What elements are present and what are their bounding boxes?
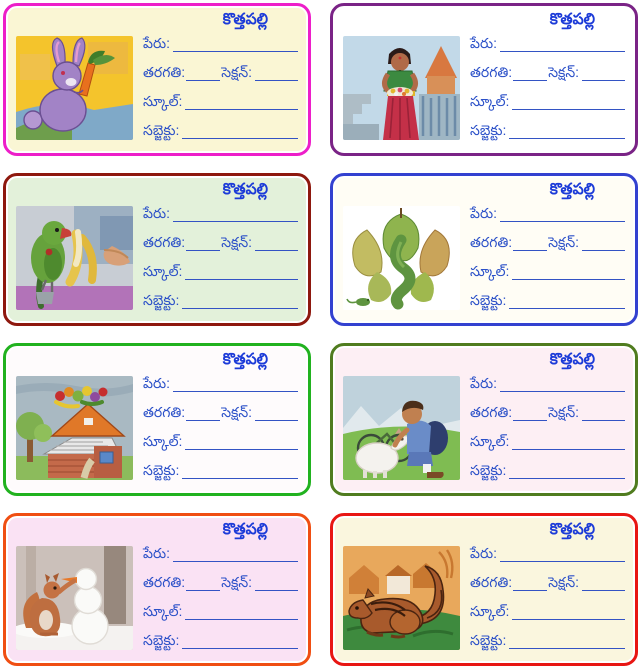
class-section-field <box>143 403 298 421</box>
card-content <box>333 516 635 663</box>
school-field <box>143 262 298 280</box>
name-label-card <box>3 173 311 326</box>
class-section-field <box>470 63 625 81</box>
card-content <box>333 6 635 153</box>
class-section-field <box>470 573 625 591</box>
name-label: పేరు: <box>470 374 497 391</box>
parrot-banana-image <box>16 206 133 310</box>
section-label: సెక్షన్: <box>548 63 580 80</box>
subject-label: సబ్జెక్టు: <box>143 632 180 649</box>
school-label: స్కూల్: <box>470 93 510 110</box>
card-body <box>16 200 298 315</box>
class-section-field <box>143 63 298 81</box>
school-blank-line <box>185 94 298 110</box>
name-label: పేరు: <box>470 204 497 221</box>
subject-blank-line <box>509 293 625 309</box>
card-body <box>16 30 298 145</box>
subject-label: సబ్జెక్టు: <box>470 122 507 139</box>
card-title: కొత్తపల్లి <box>222 11 268 28</box>
subject-field <box>470 631 625 649</box>
squirrel-snowman-illustration <box>16 546 133 650</box>
name-blank-line <box>173 206 298 222</box>
subject-field <box>470 121 625 139</box>
class-label: తరగతి: <box>470 573 513 590</box>
name-blank-line <box>173 36 298 52</box>
striped-squirrel-illustration <box>343 546 460 650</box>
subject-field <box>143 461 298 479</box>
section-label: సెక్షన్: <box>221 63 253 80</box>
school-blank-line <box>512 604 625 620</box>
leaf-ganesha-illustration <box>343 206 460 310</box>
card-fields <box>470 204 625 312</box>
subject-blank-line <box>182 293 298 309</box>
subject-blank-line <box>182 463 298 479</box>
school-label: స్కూల్: <box>143 93 183 110</box>
subject-field <box>143 291 298 309</box>
name-label-card <box>3 3 311 156</box>
name-field <box>470 204 625 222</box>
subject-blank-line <box>182 123 298 139</box>
class-blank-line <box>186 575 220 591</box>
subject-label: సబ్జెక్టు: <box>143 292 180 309</box>
school-blank-line <box>185 604 298 620</box>
section-blank-line <box>582 575 625 591</box>
section-label: సెక్షన్: <box>221 573 253 590</box>
school-blank-line <box>185 434 298 450</box>
card-fields <box>143 544 298 652</box>
subject-label: సబ్జెక్టు: <box>470 292 507 309</box>
school-field <box>143 432 298 450</box>
class-section-field <box>470 403 625 421</box>
school-blank-line <box>512 264 625 280</box>
name-field <box>470 544 625 562</box>
card-fields <box>470 34 625 142</box>
rabbit-carrot-image <box>16 36 133 140</box>
section-blank-line <box>255 65 298 81</box>
section-blank-line <box>582 405 625 421</box>
subject-blank-line <box>509 633 625 649</box>
name-label-card <box>330 173 638 326</box>
class-blank-line <box>513 405 547 421</box>
name-blank-line <box>173 546 298 562</box>
fruit-house-image <box>16 376 133 480</box>
section-label: సెక్షన్: <box>221 403 253 420</box>
name-blank-line <box>500 376 625 392</box>
section-label: సెక్షన్: <box>548 403 580 420</box>
card-fields <box>143 374 298 482</box>
card-title: కొత్తపల్లి <box>549 521 595 538</box>
class-blank-line <box>513 235 547 251</box>
card-body <box>343 30 625 145</box>
class-label: తరగతి: <box>143 403 186 420</box>
card-body <box>16 370 298 485</box>
subject-field <box>143 121 298 139</box>
section-blank-line <box>255 405 298 421</box>
school-field <box>470 262 625 280</box>
subject-label: సబ్జెక్టు: <box>470 462 507 479</box>
class-label: తరగతి: <box>143 233 186 250</box>
subject-label: సబ్జెక్టు: <box>143 122 180 139</box>
class-label: తరగతి: <box>143 63 186 80</box>
name-label: పేరు: <box>143 544 170 561</box>
card-body <box>343 370 625 485</box>
rabbit-carrot-illustration <box>16 36 133 140</box>
section-blank-line <box>582 65 625 81</box>
fruit-house-illustration <box>16 376 133 480</box>
class-blank-line <box>186 65 220 81</box>
card-title: కొత్తపల్లి <box>222 181 268 198</box>
name-label-card <box>3 343 311 496</box>
class-section-field <box>470 233 625 251</box>
name-label: పేరు: <box>143 34 170 51</box>
section-blank-line <box>255 235 298 251</box>
parrot-banana-illustration <box>16 206 133 310</box>
class-label: తరగతి: <box>143 573 186 590</box>
school-label: స్కూల్: <box>470 433 510 450</box>
name-field <box>470 374 625 392</box>
class-label: తరగతి: <box>470 403 513 420</box>
section-label: సెక్షన్: <box>548 233 580 250</box>
name-label-card <box>330 3 638 156</box>
section-blank-line <box>255 575 298 591</box>
class-label: తరగతి: <box>470 233 513 250</box>
card-body <box>16 540 298 655</box>
name-field <box>470 34 625 52</box>
name-blank-line <box>500 206 625 222</box>
name-label: పేరు: <box>470 34 497 51</box>
section-blank-line <box>582 235 625 251</box>
card-fields <box>470 544 625 652</box>
card-title: కొత్తపల్లి <box>549 181 595 198</box>
boy-goat-illustration <box>343 376 460 480</box>
card-title: కొత్తపల్లి <box>549 11 595 28</box>
school-blank-line <box>512 434 625 450</box>
card-title: కొత్తపల్లి <box>549 351 595 368</box>
school-field <box>470 92 625 110</box>
name-label-card <box>330 343 638 496</box>
section-label: సెక్షన్: <box>548 573 580 590</box>
squirrel-snowman-image <box>16 546 133 650</box>
name-label: పేరు: <box>143 374 170 391</box>
school-label: స్కూల్: <box>143 433 183 450</box>
school-field <box>143 92 298 110</box>
card-fields <box>143 204 298 312</box>
name-blank-line <box>500 546 625 562</box>
name-label-card <box>330 513 638 666</box>
card-content <box>6 346 308 493</box>
class-section-field <box>143 573 298 591</box>
name-field <box>143 544 298 562</box>
school-field <box>470 432 625 450</box>
name-field <box>143 374 298 392</box>
school-label: స్కూల్: <box>143 263 183 280</box>
girl-flowers-illustration <box>343 36 460 140</box>
card-content <box>6 176 308 323</box>
class-blank-line <box>513 575 547 591</box>
boy-goat-image <box>343 376 460 480</box>
card-title: కొత్తపల్లి <box>222 521 268 538</box>
card-body <box>343 200 625 315</box>
school-blank-line <box>185 264 298 280</box>
leaf-ganesha-image <box>343 206 460 310</box>
subject-blank-line <box>182 633 298 649</box>
name-field <box>143 34 298 52</box>
school-field <box>143 602 298 620</box>
striped-squirrel-image <box>343 546 460 650</box>
subject-label: సబ్జెక్టు: <box>143 462 180 479</box>
name-label: పేరు: <box>470 544 497 561</box>
name-field <box>143 204 298 222</box>
card-fields <box>470 374 625 482</box>
school-label: స్కూల్: <box>470 263 510 280</box>
card-content <box>333 346 635 493</box>
school-label: స్కూల్: <box>470 603 510 620</box>
subject-label: సబ్జెక్టు: <box>470 632 507 649</box>
card-content <box>6 6 308 153</box>
card-content <box>6 516 308 663</box>
name-label-card <box>3 513 311 666</box>
class-blank-line <box>186 405 220 421</box>
subject-blank-line <box>509 123 625 139</box>
card-fields <box>143 34 298 142</box>
class-section-field <box>143 233 298 251</box>
class-label: తరగతి: <box>470 63 513 80</box>
section-label: సెక్షన్: <box>221 233 253 250</box>
subject-field <box>470 461 625 479</box>
card-content <box>333 176 635 323</box>
subject-blank-line <box>509 463 625 479</box>
subject-field <box>470 291 625 309</box>
girl-flowers-image <box>343 36 460 140</box>
class-blank-line <box>186 235 220 251</box>
class-blank-line <box>513 65 547 81</box>
card-body <box>343 540 625 655</box>
name-blank-line <box>173 376 298 392</box>
school-blank-line <box>512 94 625 110</box>
name-blank-line <box>500 36 625 52</box>
school-label: స్కూల్: <box>143 603 183 620</box>
subject-field <box>143 631 298 649</box>
school-field <box>470 602 625 620</box>
name-label: పేరు: <box>143 204 170 221</box>
card-title: కొత్తపల్లి <box>222 351 268 368</box>
